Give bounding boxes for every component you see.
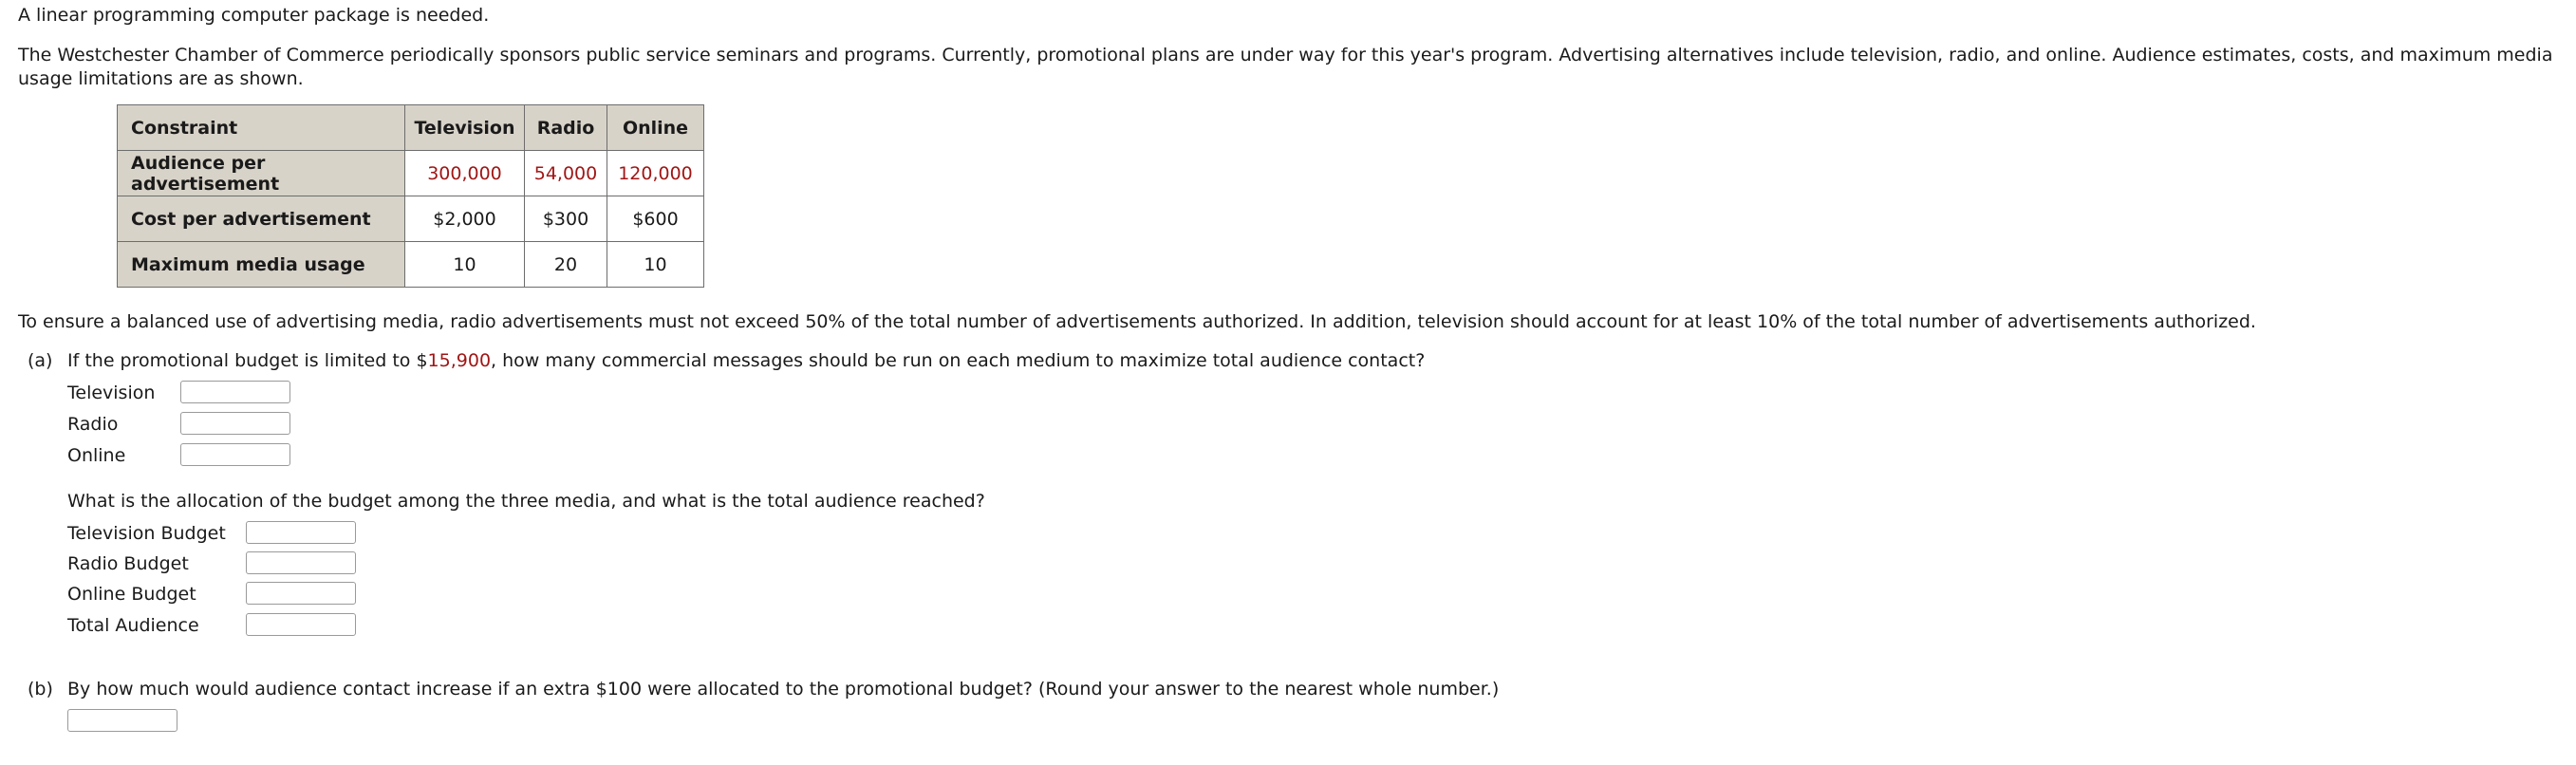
radio-budget-label: Radio Budget xyxy=(67,553,189,574)
television-ads-input[interactable] xyxy=(180,381,290,403)
table-row xyxy=(118,196,704,242)
table-cell: $600 xyxy=(607,196,704,242)
online-budget-input[interactable] xyxy=(246,582,356,605)
allocation-question: What is the allocation of the budget among the three media, and what is the total audience reached? xyxy=(67,491,985,512)
part-a-budget-value: 15,900 xyxy=(427,350,492,371)
table-cell: 120,000 xyxy=(607,151,704,196)
row-label: Cost per advertisement xyxy=(118,196,405,242)
online-budget-label: Online Budget xyxy=(67,584,196,605)
table-header: Online xyxy=(607,105,704,151)
radio-budget-input[interactable] xyxy=(246,551,356,574)
audience-increase-input[interactable] xyxy=(67,709,177,732)
table-cell: 10 xyxy=(405,242,525,288)
table-header: Constraint xyxy=(118,105,405,151)
media-table xyxy=(117,104,704,288)
table-cell: 20 xyxy=(525,242,607,288)
table-row xyxy=(118,242,704,288)
part-a-dollar-sign: $ xyxy=(416,350,428,371)
part-a-marker: (a) xyxy=(28,350,53,371)
table-row xyxy=(118,151,704,196)
part-b-marker: (b) xyxy=(28,679,53,700)
radio-label: Radio xyxy=(67,414,119,435)
television-budget-input[interactable] xyxy=(246,521,356,544)
table-header: Television xyxy=(405,105,525,151)
table-cell: $2,000 xyxy=(405,196,525,242)
row-label: Audience per advertisement xyxy=(118,151,405,196)
intro-text: A linear programming computer package is needed. xyxy=(18,5,490,26)
part-a-question-post: , how many commercial messages should be run on each medium to maximize total audience contact? xyxy=(491,350,1426,371)
part-a-question xyxy=(67,349,1425,372)
table-header-row xyxy=(118,105,704,151)
balance-constraints-text: To ensure a balanced use of advertising media, radio advertisements must not exceed 50% of the total number of advertisements authorized. In addition, television should account for at least 10% of the total number of advertisements authorized. xyxy=(18,311,2256,332)
table-header: Radio xyxy=(525,105,607,151)
television-budget-label: Television Budget xyxy=(67,523,226,544)
table-cell: 54,000 xyxy=(525,151,607,196)
part-b-question: By how much would audience contact increase if an extra $100 were allocated to the promotional budget? (Round your answer to the nearest whole number.) xyxy=(67,679,1500,700)
table-cell: 10 xyxy=(607,242,704,288)
table-cell: 300,000 xyxy=(405,151,525,196)
radio-ads-input[interactable] xyxy=(180,412,290,435)
total-audience-label: Total Audience xyxy=(67,615,199,636)
total-audience-input[interactable] xyxy=(246,613,356,636)
part-a-question-pre: If the promotional budget is limited to xyxy=(67,350,417,371)
television-label: Television xyxy=(67,382,156,403)
row-label: Maximum media usage xyxy=(118,242,405,288)
online-label: Online xyxy=(67,445,126,466)
table-cell: $300 xyxy=(525,196,607,242)
problem-description: The Westchester Chamber of Commerce periodically sponsors public service seminars and programs. Currently, promotional plans are under way for this year's program. Advertising alternatives include television, radio, and online. Audience estimates, costs, and maximum media usage limitations are as shown. xyxy=(18,45,2553,89)
online-ads-input[interactable] xyxy=(180,443,290,466)
